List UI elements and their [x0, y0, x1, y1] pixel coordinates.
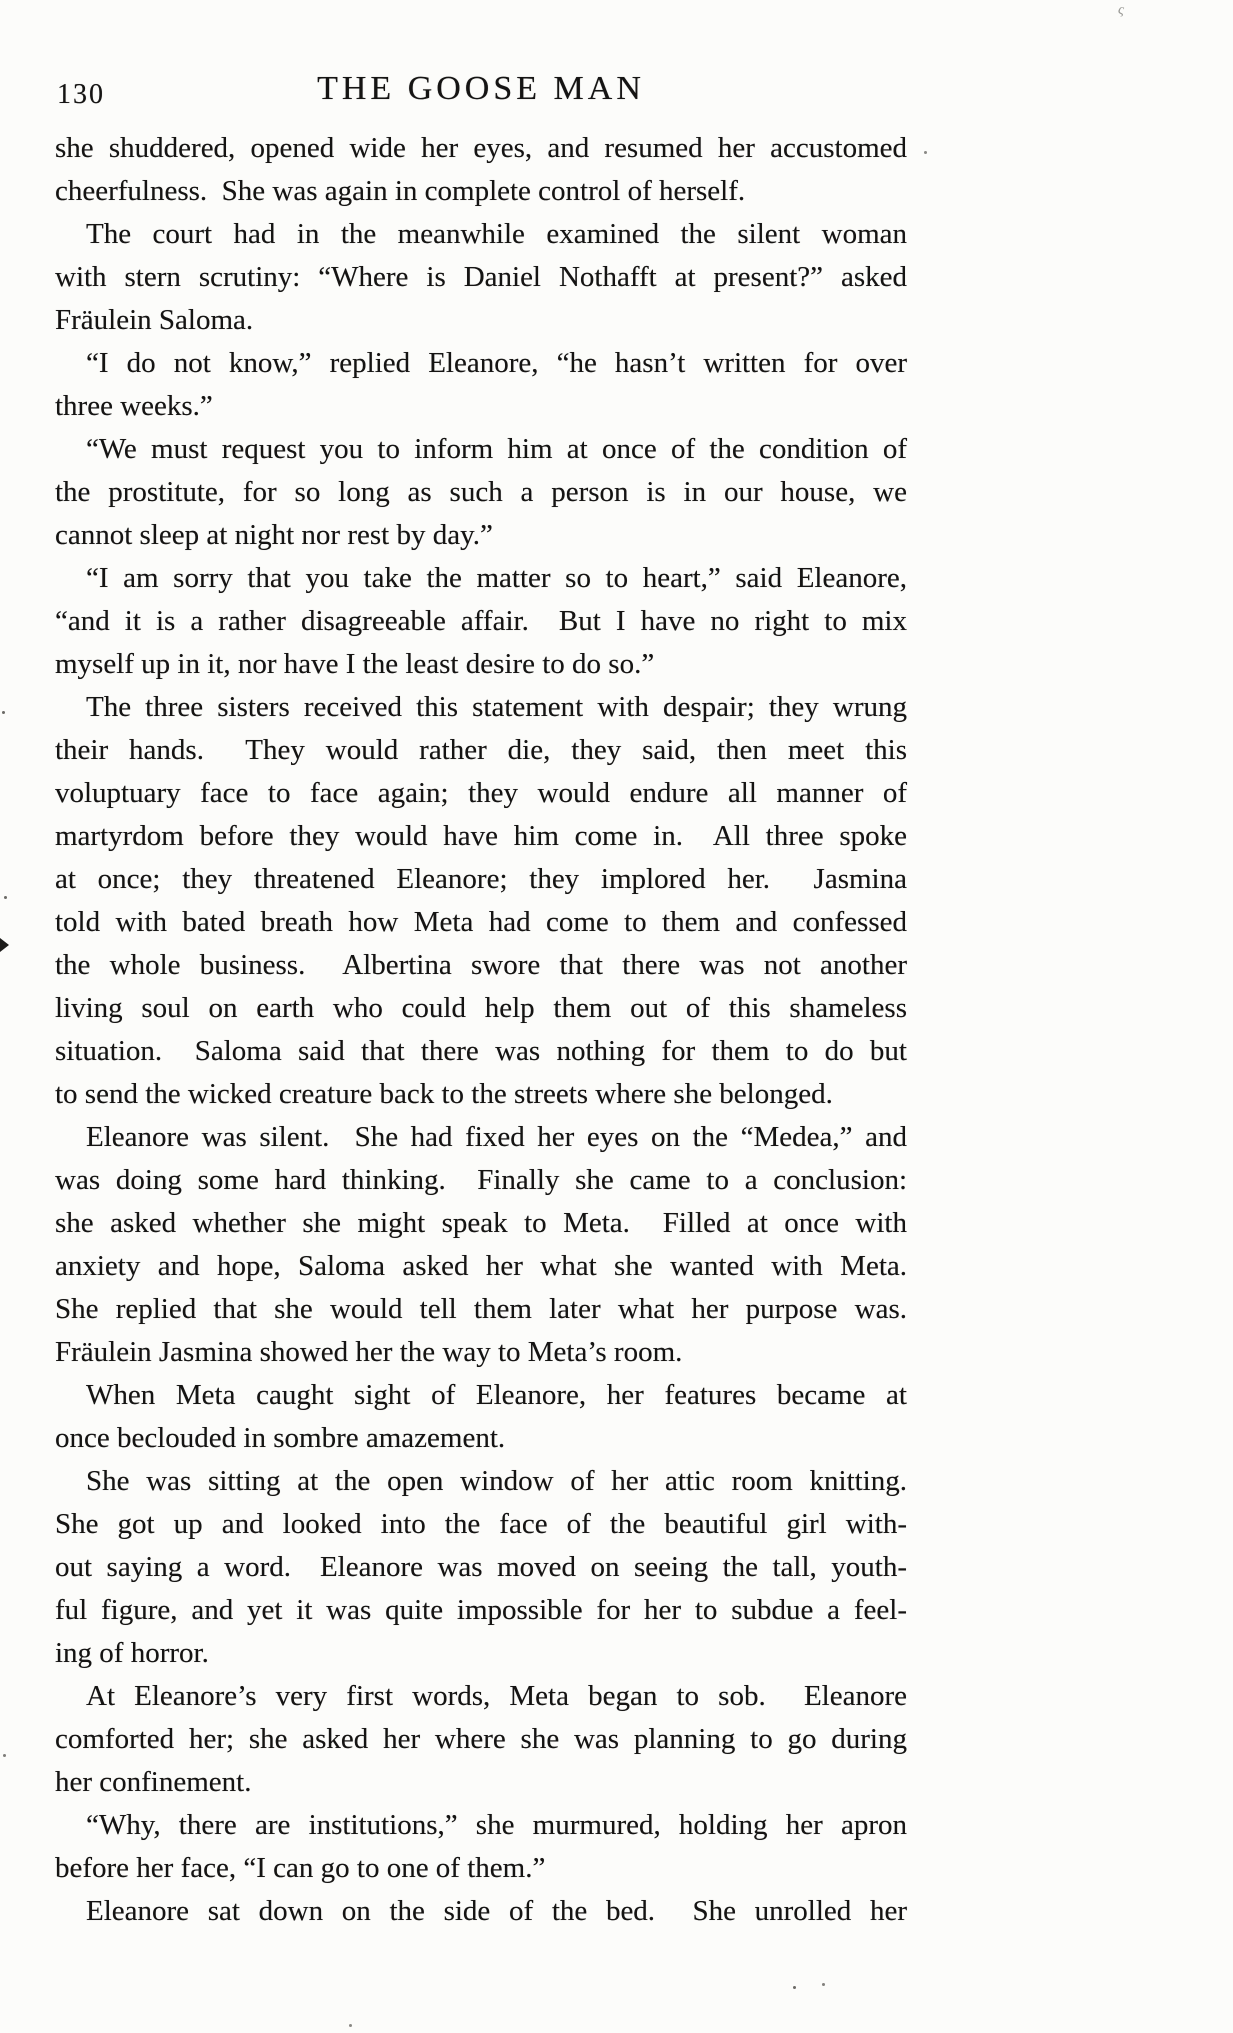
text-line: ing of horror.: [55, 1637, 209, 1669]
text-line: She replied that she would tell them later what her purpose was.: [55, 1293, 907, 1325]
scan-speck: [3, 1754, 6, 1757]
text-line: living soul on earth who could help them out of this shameless: [55, 992, 907, 1024]
text-line: to send the wicked creature back to the streets where she belonged.: [55, 1078, 833, 1110]
text-line: voluptuary face to face again; they would endure all manner of: [55, 777, 907, 809]
running-title: THE GOOSE MAN: [317, 70, 645, 107]
scan-margin-mark: [0, 938, 9, 952]
page-number: 130: [57, 79, 105, 110]
text-line: with stern scrutiny: “Where is Daniel Nothafft at present?” asked: [55, 261, 907, 293]
text-line: Fräulein Jasmina showed her the way to Meta’s room.: [55, 1336, 683, 1368]
text-line: told with bated breath how Meta had come to them and confessed: [55, 906, 907, 938]
text-line: anxiety and hope, Saloma asked her what she wanted with Meta.: [55, 1250, 907, 1282]
text-line: At Eleanore’s very first words, Meta began to sob. Eleanore: [86, 1680, 907, 1712]
text-line: martyrdom before they would have him come in. All three spoke: [55, 820, 907, 852]
text-line: “I am sorry that you take the matter so to heart,” said Eleanore,: [86, 562, 907, 594]
text-line: her confinement.: [55, 1766, 252, 1798]
text-line: situation. Saloma said that there was nothing for them to do but: [55, 1035, 907, 1067]
text-line: before her face, “I can go to one of them.”: [55, 1852, 546, 1884]
text-line: was doing some hard thinking. Finally she came to a conclusion:: [55, 1164, 907, 1196]
scan-speck: [793, 1986, 796, 1989]
text-line: She was sitting at the open window of her attic room knitting.: [86, 1465, 907, 1497]
text-line: she shuddered, opened wide her eyes, and resumed her accustomed: [55, 132, 907, 164]
text-line: their hands. They would rather die, they said, then meet this: [55, 734, 907, 766]
text-line: Eleanore was silent. She had fixed her eyes on the “Medea,” and: [86, 1121, 907, 1153]
page-text: [55, 127, 907, 1933]
text-line: she asked whether she might speak to Meta. Filled at once with: [55, 1207, 907, 1239]
scan-speck: [924, 151, 927, 154]
text-line: the prostitute, for so long as such a person is in our house, we: [55, 476, 907, 508]
text-line: cheerfulness. She was again in complete control of herself.: [55, 175, 746, 207]
scan-speck: [349, 2024, 352, 2027]
text-line: Fräulein Saloma.: [55, 304, 254, 336]
text-line: once beclouded in sombre amazement.: [55, 1422, 506, 1454]
text-line: The court had in the meanwhile examined the silent woman: [86, 218, 907, 250]
page-header: [55, 70, 907, 114]
text-line: cannot sleep at night nor rest by day.”: [55, 519, 493, 551]
text-line: The three sisters received this statement with despair; they wrung: [86, 691, 907, 723]
text-line: the whole business. Albertina swore that there was not another: [55, 949, 907, 981]
scan-speck: [822, 1983, 825, 1986]
text-line: “I do not know,” replied Eleanore, “he hasn’t written for over: [86, 347, 907, 379]
scan-speck: [4, 896, 7, 899]
text-line: “Why, there are institutions,” she murmured, holding her apron: [86, 1809, 907, 1841]
text-line: She got up and looked into the face of the beautiful girl with-: [55, 1508, 907, 1540]
text-line: When Meta caught sight of Eleanore, her features became at: [86, 1379, 907, 1411]
text-line: myself up in it, nor have I the least desire to do so.”: [55, 648, 655, 680]
text-line: three weeks.”: [55, 390, 213, 422]
scan-smudge-mark: ς: [1116, 1, 1126, 19]
text-line: ful figure, and yet it was quite impossible for her to subdue a feel-: [55, 1594, 907, 1626]
text-line: comforted her; she asked her where she was planning to go during: [55, 1723, 907, 1755]
text-line: at once; they threatened Eleanore; they implored her. Jasmina: [55, 863, 907, 895]
text-line: “and it is a rather disagreeable affair. But I have no right to mix: [55, 605, 907, 637]
text-line: Eleanore sat down on the side of the bed. She unrolled her: [86, 1895, 907, 1927]
text-line: out saying a word. Eleanore was moved on seeing the tall, youth-: [55, 1551, 907, 1583]
scan-speck: [2, 711, 5, 714]
text-line: “We must request you to inform him at once of the condition of: [86, 433, 907, 465]
